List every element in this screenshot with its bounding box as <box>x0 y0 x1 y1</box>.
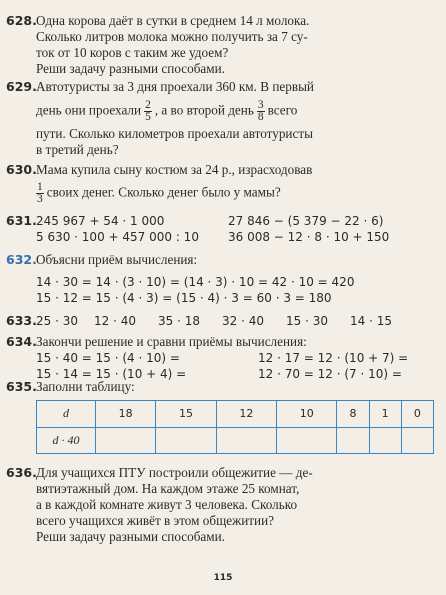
expression: 27 846 − (5 379 − 22 · 6) <box>228 214 384 228</box>
text-fragment: всего <box>267 102 298 118</box>
expression: 35 · 18 <box>158 314 200 328</box>
table-cell <box>216 427 276 454</box>
problem-text-line: ток от 10 коров с таким же удоем? <box>36 45 229 60</box>
table-row <box>37 427 434 454</box>
table-cell: d · 40 <box>37 427 96 454</box>
expression: 12 · 70 = 12 · (7 · 10) = <box>258 367 402 381</box>
expression: 36 008 − 12 · 8 · 10 + 150 <box>228 230 390 244</box>
problem-number: 628. <box>6 13 37 28</box>
fraction-denominator: 8 <box>257 111 264 123</box>
expression: 15 · 14 = 15 · (10 + 4) = <box>36 367 187 381</box>
problem-number: 636. <box>6 465 37 480</box>
fraction-denominator: 5 <box>145 111 151 123</box>
text-fragment: день они проехали <box>36 102 142 118</box>
problem-text-line: всего учащихся живёт в этом общежитии? <box>36 513 274 528</box>
fill-in-table <box>36 400 434 454</box>
problem-text-line: Реши задачу разными способами. <box>36 529 225 544</box>
problem-text-line: Реши задачу разными способами. <box>36 61 225 76</box>
expression-row <box>6 350 440 366</box>
problem-text-line: Объясни приём вычисления: <box>36 252 198 267</box>
fraction <box>36 182 44 205</box>
problem-628 <box>6 13 440 77</box>
problem-632 <box>6 252 440 306</box>
table-cell <box>96 427 156 454</box>
fraction-numerator: 3 <box>257 99 264 111</box>
problem-number: 629. <box>6 79 37 94</box>
table-cell <box>369 427 401 454</box>
expression: 25 · 30 <box>36 314 78 328</box>
table-cell <box>401 427 433 454</box>
problem-629 <box>6 79 440 158</box>
fraction-denominator: 3 <box>37 193 43 205</box>
problem-634 <box>6 334 440 382</box>
problem-text-line: Мама купила сыну костюм за 24 р., израсходовав <box>36 162 313 177</box>
expression: 245 967 + 54 · 1 000 <box>36 214 165 228</box>
problem-number: 632. <box>6 252 37 267</box>
text-fragment: своих денег. Сколько денег было у мамы? <box>46 184 281 200</box>
table-row <box>37 401 434 428</box>
problem-text-line: Закончи решение и сравни приёмы вычисления: <box>36 334 307 349</box>
expression: 14 · 30 = 14 · (3 · 10) = (14 · 3) · 10 = 42 · 10 = 420 <box>36 275 355 289</box>
expression: 12 · 17 = 12 · (10 + 7) = <box>258 351 409 365</box>
problem-text-line: Сколько литров молока можно получить за 7 су- <box>36 29 308 44</box>
table-cell: 10 <box>277 401 337 428</box>
table-cell: 18 <box>96 401 156 428</box>
problem-text-line: вятиэтажный дом. На каждом этаже 25 комнат, <box>36 481 300 496</box>
problem-631 <box>6 213 440 245</box>
problem-number: 633. <box>6 313 37 328</box>
table-cell: 12 <box>216 401 276 428</box>
expression: 32 · 40 <box>222 314 264 328</box>
problem-635 <box>6 379 440 395</box>
problem-633 <box>6 313 440 329</box>
expression: 15 · 40 = 15 · (4 · 10) = <box>36 351 180 365</box>
problem-number: 634. <box>6 334 37 349</box>
fraction-numerator: 1 <box>37 181 43 193</box>
fraction <box>257 100 265 123</box>
page-number: 115 <box>213 573 233 583</box>
problem-text-line: а в каждой комнате живут 3 человека. Сколько <box>36 497 298 512</box>
problem-text-line <box>6 182 440 205</box>
fraction <box>144 100 152 123</box>
expression-row <box>6 229 440 245</box>
problem-number: 630. <box>6 162 37 177</box>
expression: 12 · 40 <box>94 314 136 328</box>
problem-text-line: в третий день? <box>36 142 119 157</box>
expression: 15 · 12 = 15 · (4 · 3) = (15 · 4) · 3 = 60 · 3 = 180 <box>36 291 332 305</box>
text-fragment: , а во второй день <box>154 102 254 118</box>
expression: 5 630 · 100 + 457 000 : 10 <box>36 230 199 244</box>
table-cell: 8 <box>337 401 369 428</box>
table-cell <box>337 427 369 454</box>
expression: 15 · 30 <box>286 314 328 328</box>
problem-text-line: Заполни таблицу: <box>36 379 135 394</box>
problem-text-line: Для учащихся ПТУ построили общежитие — де- <box>36 465 313 480</box>
table-cell <box>277 427 337 454</box>
problem-number: 635. <box>6 379 37 394</box>
table-cell: 0 <box>401 401 433 428</box>
table-cell <box>156 427 216 454</box>
fraction-numerator: 2 <box>145 99 151 111</box>
problem-text-line: Одна корова даёт в сутки в среднем 14 л молока. <box>36 13 310 28</box>
expression: 14 · 15 <box>350 314 392 328</box>
problem-text-line <box>6 100 440 123</box>
problem-636 <box>6 465 440 545</box>
table-cell: 1 <box>369 401 401 428</box>
table-cell: 15 <box>156 401 216 428</box>
table-cell: d <box>37 401 96 428</box>
problem-630 <box>6 162 440 205</box>
expression-row <box>6 213 440 229</box>
problem-text-line: пути. Сколько километров проехали автотуристы <box>36 126 313 141</box>
problem-text-line: Автотуристы за 3 дня проехали 360 км. В первый <box>36 79 314 94</box>
problem-number: 631. <box>6 213 37 228</box>
